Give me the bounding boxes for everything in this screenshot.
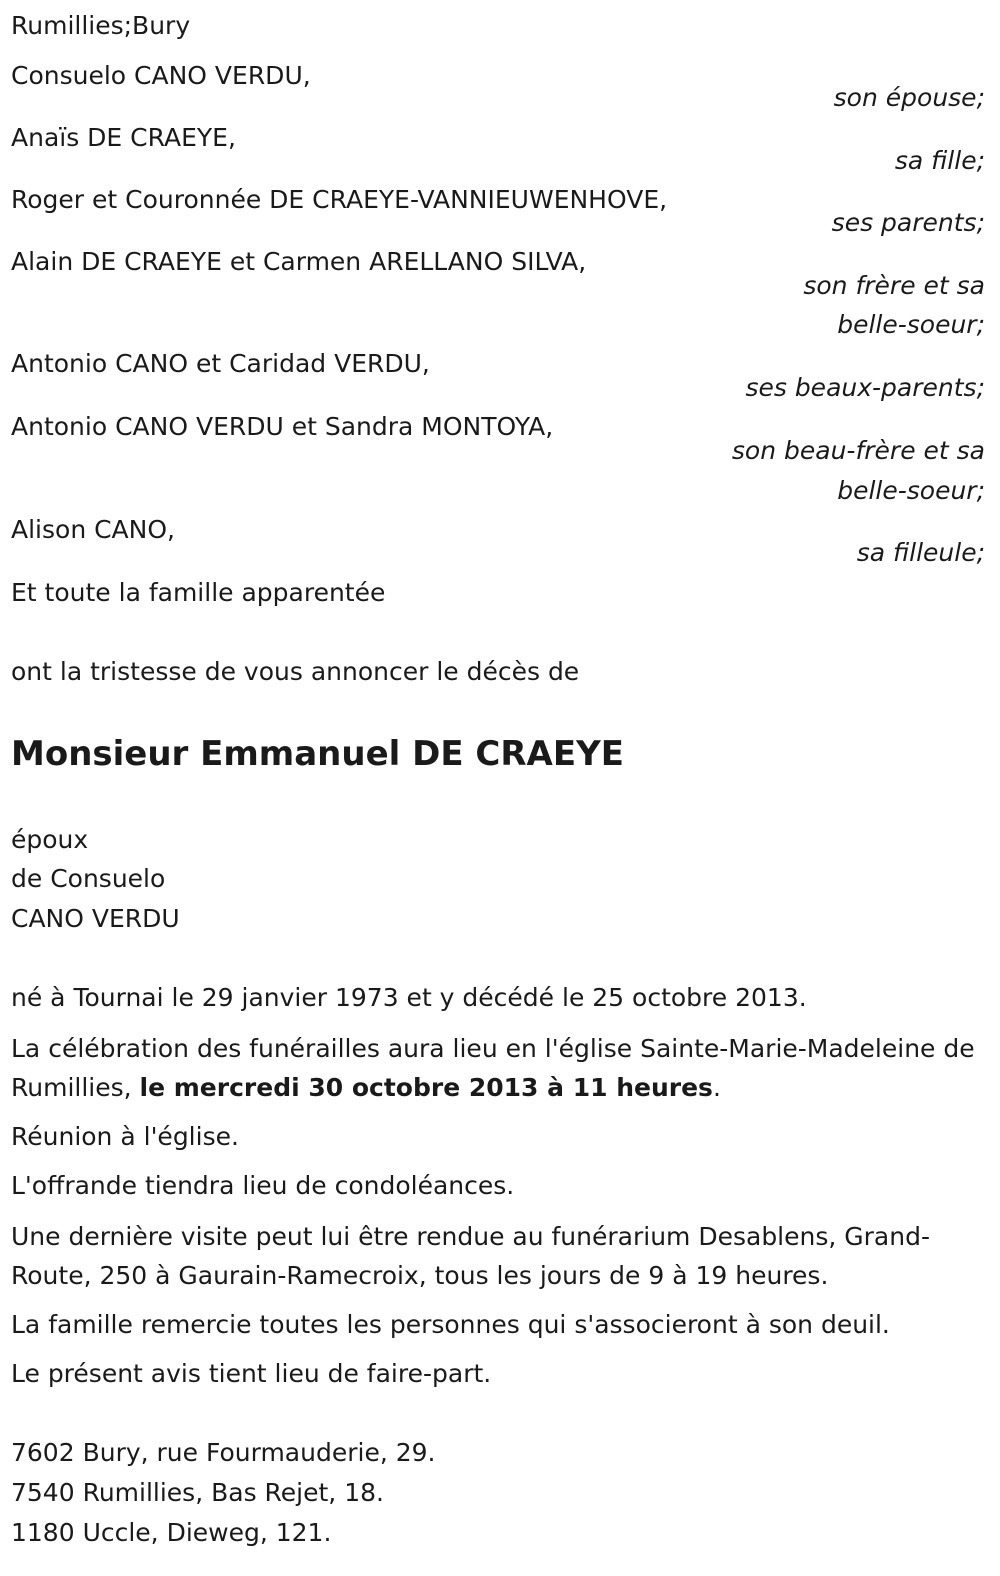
family-member-name: Antonio CANO VERDU et Sandra MONTOYA, [11,412,554,441]
birth-death: né à Tournai le 29 janvier 1973 et y décédé le 25 octobre 2013. [11,983,807,1012]
thanks-info: La famille remercie toutes les personnes qui s'associeront à son deuil. [11,1310,890,1339]
notice-info: Le présent avis tient lieu de faire-part. [11,1359,492,1388]
address-line: 7602 Bury, rue Fourmauderie, 29. [11,1438,436,1467]
spouse-line: de Consuelo [11,864,166,893]
meeting-info: Réunion à l'église. [11,1122,239,1151]
family-member-relation: son beau-frère et sa [731,436,985,465]
family-member-relation: ses beaux-parents; [745,373,985,402]
family-member-name: Alison CANO, [11,515,175,544]
family-member-name: Consuelo CANO VERDU, [11,61,311,90]
visit-info: Une dernière visite peut lui être rendue au funérarium Desablens, Grand-Route, 250 à Gaurain-Ramecroix, tous les jours de 9 à 19 heures. [11,1222,930,1290]
family-member-name: Anaïs DE CRAEYE, [11,123,236,152]
family-member-relation: belle-soeur; [837,310,985,339]
family-member-relation: sa filleule; [856,538,985,567]
spouse-line: époux [11,825,89,854]
family-member-relation: ses parents; [831,208,985,237]
family-member-name: Alain DE CRAEYE et Carmen ARELLANO SILVA, [11,247,587,276]
funeral-date: le mercredi 30 octobre 2013 à 11 heures [139,1073,713,1102]
announcement: ont la tristesse de vous annoncer le décès de [11,657,580,686]
family-member-name: Antonio CANO et Caridad VERDU, [11,349,430,378]
deceased-name: Monsieur Emmanuel DE CRAEYE [11,734,624,774]
funeral-suffix: . [712,1073,721,1102]
funeral-paragraph [11,1029,991,1107]
family-member-relation: son frère et sa [803,271,985,300]
location-header: Rumillies;Bury [11,11,191,40]
family-member-relation: sa fille; [894,146,985,175]
family-closing: Et toute la famille apparentée [11,578,386,607]
family-member-name: Roger et Couronnée DE CRAEYE-VANNIEUWENHOVE, [11,185,668,214]
funeral-text: La célébration des funérailles aura lieu en l'église Sainte-Marie-Madeleine de Rumillies, [11,1034,975,1102]
spouse-line: CANO VERDU [11,904,180,933]
family-member-relation: son épouse; [833,83,985,112]
offering-info: L'offrande tiendra lieu de condoléances. [11,1171,515,1200]
family-member-relation: belle-soeur; [837,476,985,505]
address-line: 7540 Rumillies, Bas Rejet, 18. [11,1478,384,1507]
address-line: 1180 Uccle, Dieweg, 121. [11,1518,332,1547]
